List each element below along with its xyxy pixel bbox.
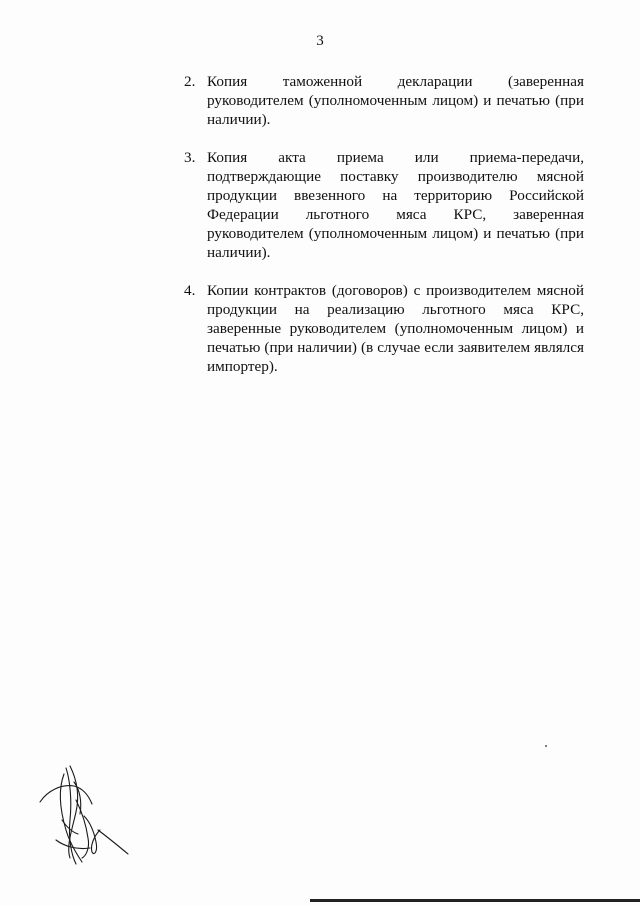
list-item — [184, 148, 584, 262]
item-text: Копия акта приема или приема-передачи, подтверждающие поставку производителю мясной продукции ввезенного на территорию Российской Федерации льготного мяса КРС, заверенная руководителем (уполномоченным лицом) и печатью (при наличии). — [207, 149, 584, 261]
page-number: 3 — [316, 33, 324, 49]
requirements-list — [184, 72, 584, 376]
item-text: Копии контрактов (договоров) с производителем мясной продукции на реализацию льготного мяса КРС, заверенные руководителем (уполномоченным лицом) и печатью (при наличии) (в случае если заявителем являлся импортер). — [207, 282, 584, 375]
item-number: 2. — [184, 73, 196, 90]
handwritten-signature — [36, 760, 136, 870]
scan-edge-line — [310, 899, 640, 902]
item-number: 3. — [184, 149, 196, 166]
list-item — [184, 281, 584, 376]
scan-speck — [545, 745, 547, 747]
item-text: Копия таможенной декларации (заверенная руководителем (уполномоченным лицом) и печатью (при наличии). — [207, 73, 584, 128]
item-number: 4. — [184, 282, 196, 299]
list-item — [184, 72, 584, 129]
